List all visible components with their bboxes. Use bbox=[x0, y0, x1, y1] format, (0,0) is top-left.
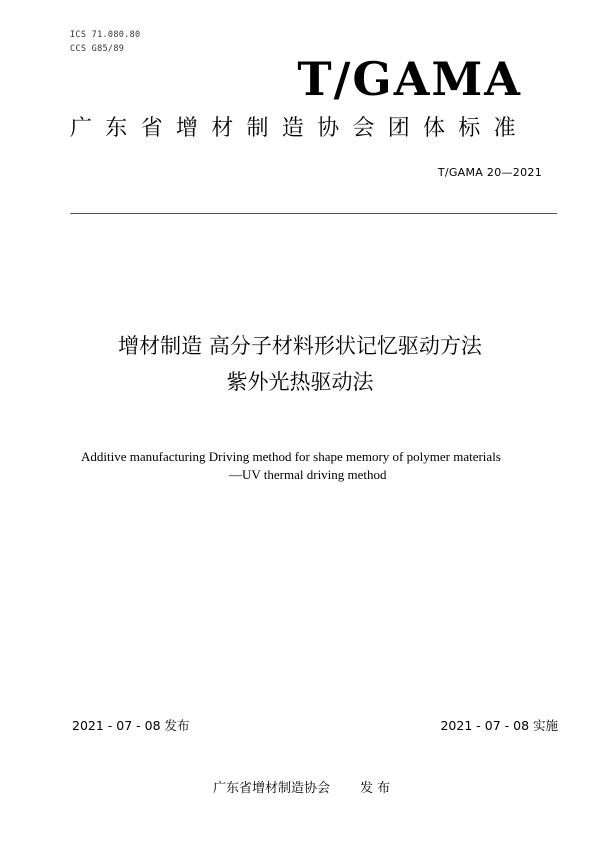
header-divider bbox=[70, 213, 557, 214]
ics-code: ICS 71.080.80 bbox=[70, 30, 141, 40]
standard-number: T/GAMA 20—2021 bbox=[437, 166, 542, 179]
standard-brand-logo: T/GAMA bbox=[297, 52, 522, 106]
organization-standard-title: 广东省增材制造协会团体标准 bbox=[70, 116, 529, 141]
publisher-line bbox=[213, 777, 390, 796]
publish-label: 发 布 bbox=[360, 781, 391, 796]
publisher-name: 广东省增材制造协会 bbox=[213, 781, 331, 796]
title-chinese-line-2: 紫外光热驱动法 bbox=[226, 370, 374, 394]
ccs-code: CCS G85/89 bbox=[70, 44, 125, 54]
title-chinese-line-1: 增材制造 高分子材料形状记忆驱动方法 bbox=[118, 334, 482, 358]
title-english-line-1: Additive manufacturing Driving method for shape memory of polymer materials bbox=[81, 449, 501, 464]
issue-date: 2021 - 07 - 08 发布 bbox=[72, 718, 190, 733]
title-english-line-2: —UV thermal driving method bbox=[229, 467, 387, 482]
implementation-date: 2021 - 07 - 08 实施 bbox=[440, 718, 558, 733]
